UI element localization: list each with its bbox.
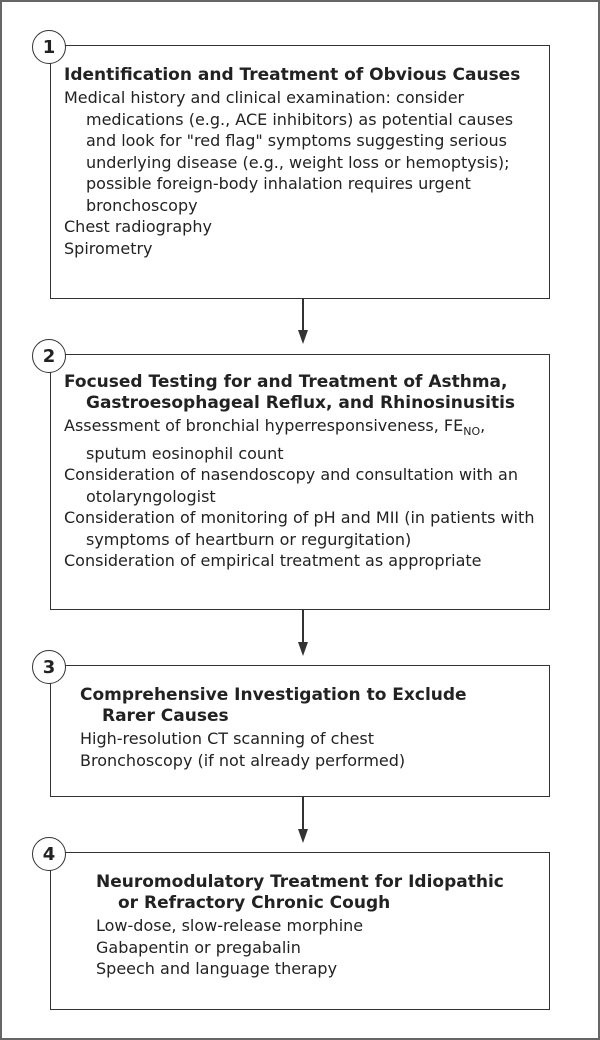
step-1-item: Spirometry	[64, 238, 153, 258]
step-3-item: Bronchoscopy (if not already performed)	[80, 750, 406, 770]
arrow-down-icon	[298, 330, 308, 344]
step-1-item: Chest radiography	[64, 217, 212, 236]
step-2-number: 2	[32, 339, 66, 373]
arrow-down-icon	[298, 642, 308, 656]
arrow-down-icon	[298, 829, 308, 843]
connector-3-4	[302, 797, 304, 831]
step-2-content	[64, 372, 539, 572]
connector-2-3	[302, 610, 304, 644]
step-4-item: Low-dose, slow-release morphine	[96, 916, 364, 935]
step-2-title: Focused Testing for and Treatment of Asthma, Gastroesophageal Reflux, and Rhinosinusitis	[64, 372, 516, 413]
step-4-content	[96, 872, 516, 980]
step-1-content	[64, 65, 534, 259]
step-2-item: Consideration of monitoring of pH and MII (in patients with symptoms of heartburn or regurgitation)	[64, 508, 535, 549]
step-1-title: Identification and Treatment of Obvious Causes	[64, 65, 521, 85]
step-4-item: Speech and language therapy	[96, 959, 338, 978]
step-2-item	[64, 415, 539, 464]
step-3-item: High-resolution CT scanning of chest	[80, 729, 375, 748]
step-1-number: 1	[32, 30, 66, 64]
step-1-item: Medical history and clinical examination: consider medications (e.g., ACE inhibitors) as potential causes and look for "red flag" symptoms suggesting serious underlying disease (e.g., weight loss or hemoptysis); possible foreign-body inhalation requires urgent bronchoscopy	[64, 88, 514, 215]
step-4-title: Neuromodulatory Treatment for Idiopathic or Refractory Chronic Cough	[96, 872, 504, 913]
feno-subscript: NO	[463, 425, 481, 439]
step-3-content	[80, 685, 520, 771]
step-4-item: Gabapentin or pregabalin	[96, 937, 301, 957]
feno-label: Assessment of bronchial hyperresponsiveness, FE	[64, 416, 464, 435]
connector-1-2	[302, 299, 304, 332]
step-3-title: Comprehensive Investigation to Exclude Rarer Causes	[80, 685, 467, 726]
step-4-number: 4	[32, 837, 66, 871]
step-3-number: 3	[32, 650, 66, 684]
step-2-item: Consideration of nasendoscopy and consultation with an otolaryngologist	[64, 465, 518, 506]
feno-rest: , sputum eosinophil count	[86, 416, 486, 463]
step-2-item: Consideration of empirical treatment as appropriate	[64, 551, 482, 571]
